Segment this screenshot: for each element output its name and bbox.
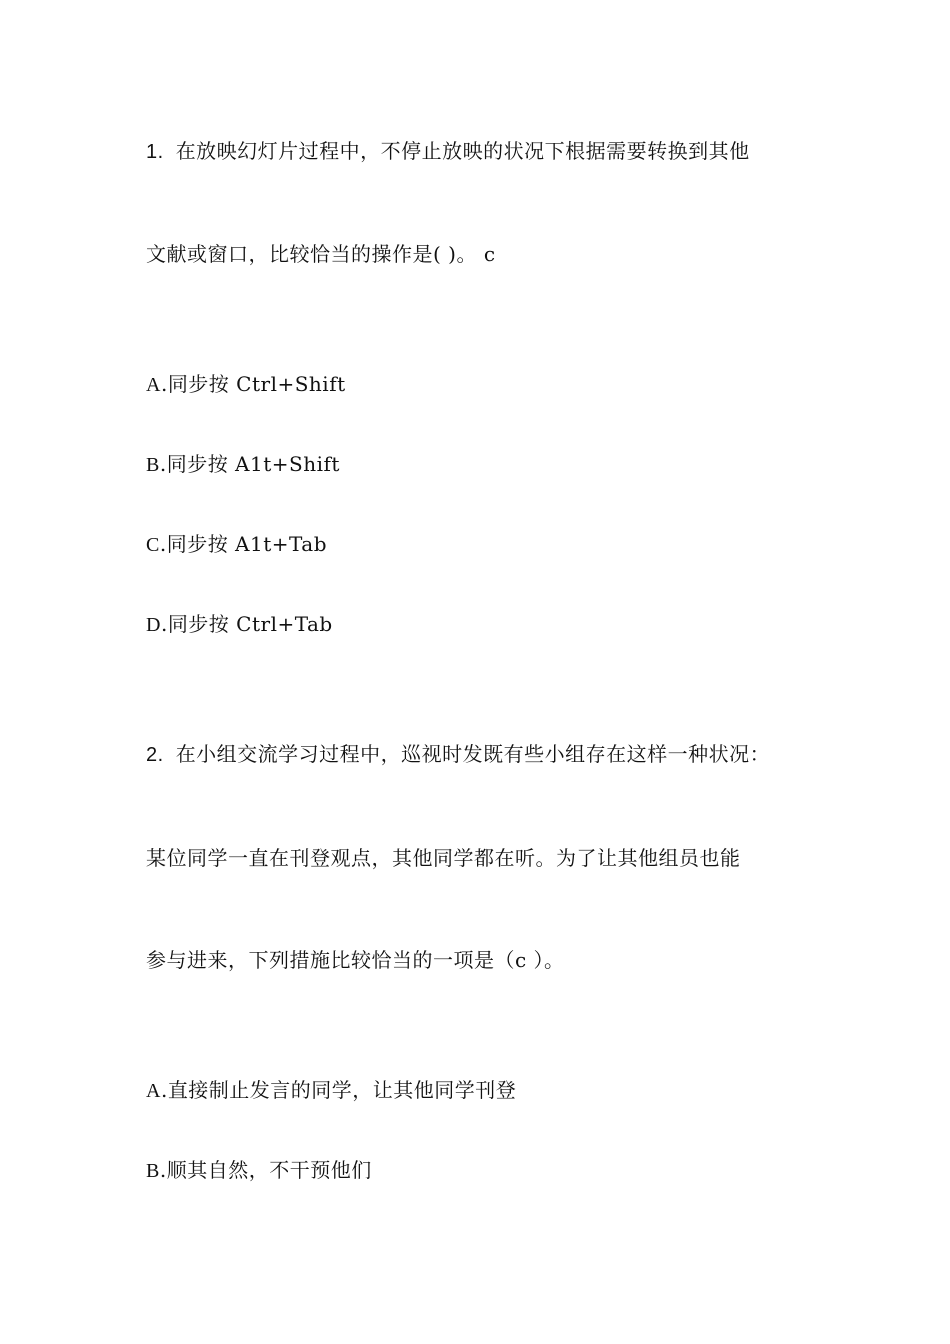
q2-stem-text-2: 某位同学一直在刊登观点，其他同学都在听。为了让其他组员也能 bbox=[146, 846, 741, 870]
q1-number: 1. bbox=[146, 141, 164, 163]
q1-option-c-letter: C bbox=[146, 534, 160, 556]
q1-option-c-text: 同步按 A1t+Tab bbox=[166, 532, 328, 556]
q2-stem-line-1 bbox=[146, 742, 770, 767]
q1-option-c bbox=[146, 532, 327, 557]
q2-option-b-sep: . bbox=[159, 1158, 167, 1182]
q1-option-d bbox=[146, 612, 333, 637]
q2-stem-line-3 bbox=[146, 948, 565, 972]
q1-option-a-sep: . bbox=[160, 372, 168, 396]
q2-option-a-letter: A bbox=[146, 1080, 161, 1102]
q1-option-c-sep: . bbox=[159, 532, 167, 556]
q1-stem-text-2: 文献或窗口，比较恰当的操作是( )。 c bbox=[146, 242, 496, 266]
q1-option-b-sep: . bbox=[159, 452, 167, 476]
q1-option-b bbox=[146, 452, 340, 477]
q1-option-a-letter: A bbox=[146, 374, 161, 396]
q1-option-d-sep: . bbox=[160, 612, 168, 636]
q2-option-a bbox=[146, 1078, 516, 1103]
q2-option-b bbox=[146, 1158, 372, 1183]
q1-stem-line-1 bbox=[146, 139, 750, 164]
q1-option-a-text: 同步按 Ctrl+Shift bbox=[167, 372, 346, 396]
q1-stem-text-1: 在放映幻灯片过程中，不停止放映的状况下根据需要转换到其他 bbox=[175, 139, 750, 163]
q1-stem-line-2 bbox=[146, 242, 496, 266]
q2-option-a-text: 直接制止发言的同学，让其他同学刊登 bbox=[167, 1078, 517, 1102]
q1-option-a bbox=[146, 372, 346, 397]
q2-stem-line-2 bbox=[146, 846, 741, 870]
q1-option-d-text: 同步按 Ctrl+Tab bbox=[167, 612, 333, 636]
q1-option-b-letter: B bbox=[146, 454, 160, 476]
q2-number: 2. bbox=[146, 744, 164, 766]
q2-option-b-letter: B bbox=[146, 1160, 160, 1182]
q1-option-b-text: 同步按 A1t+Shift bbox=[166, 452, 340, 476]
q1-option-d-letter: D bbox=[146, 614, 161, 636]
q2-option-a-sep: . bbox=[160, 1078, 168, 1102]
q2-stem-text-1: 在小组交流学习过程中，巡视时发既有些小组存在这样一种状况： bbox=[175, 742, 771, 766]
q2-stem-text-3: 参与进来，下列措施比较恰当的一项是（c ）。 bbox=[146, 948, 565, 972]
q2-option-b-text: 顺其自然，不干预他们 bbox=[166, 1158, 372, 1182]
